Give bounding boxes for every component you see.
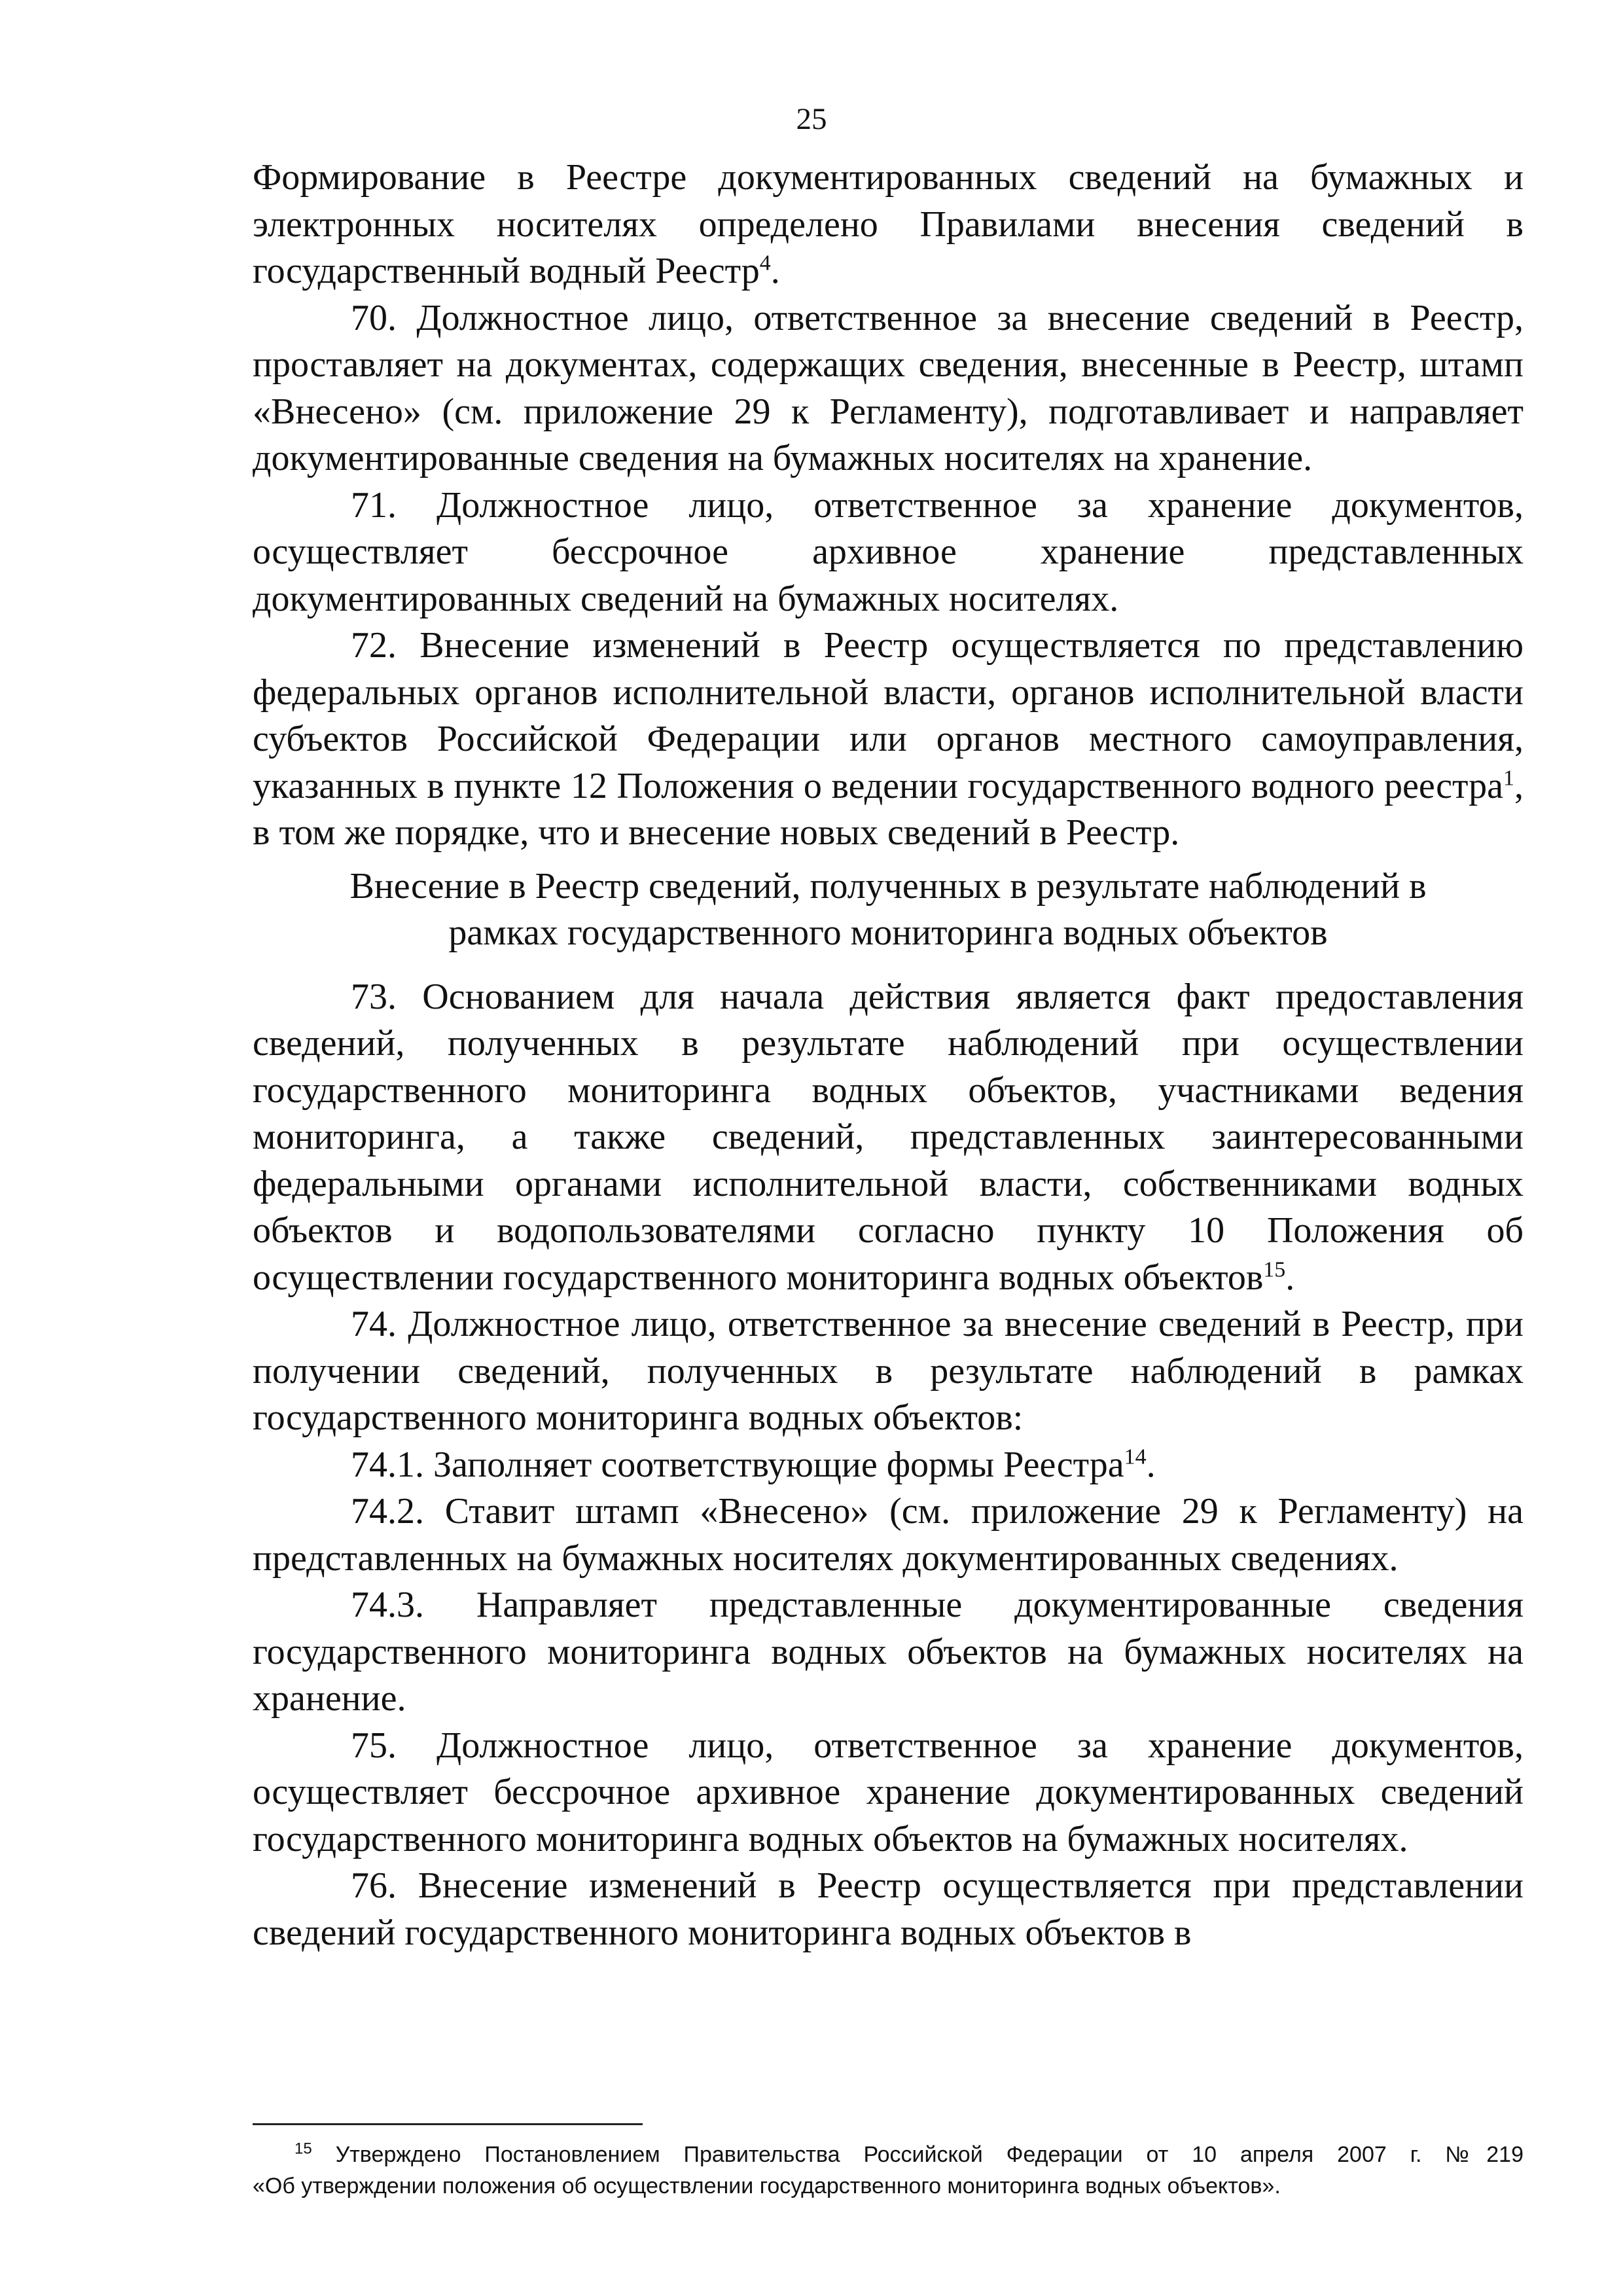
paragraph-intro: Формирование в Реестре документированных сведений на бумажных и электронных носителях определено Правилами внесения сведений в государственный водный Реестр$^4$. [253, 157, 1524, 291]
footnote-divider [253, 2123, 643, 2125]
footnote-ref: 1 [1503, 765, 1514, 790]
paragraph-73: 73. Основанием для начала действия является факт предоставления сведений, полученных в результате наблюдений при осуществлении государственного мониторинга водных объектов, участниками ведения мониторинга, а также сведений, представленных заинтересованными федеральными органами исполнительной власти, собственниками водных объектов и водопользователями согласно пункту 10 Положения об осуществлении государственного мониторинга водных объектов$^{15}$. [253, 976, 1524, 1298]
paragraph-70: 70. Должностное лицо, ответственное за внесение сведений в Реестр, проставляет на документах, содержащих сведения, внесенные в Реестр, штамп «Внесено» (см. приложение 29 к Регламенту), подготавливает и направляет документированные сведения на бумажных носителях на хранение. [253, 297, 1524, 478]
section-heading: Внесение в Реестр сведений, полученных в результате наблюдений в рамках государственного мониторинга водных объектов [349, 865, 1427, 953]
paragraph-74-1: 74.1. Заполняет соответствующие формы Реестра$^{14}$. [351, 1444, 1156, 1485]
paragraph-74: 74. Должностное лицо, ответственное за внесение сведений в Реестр, при получении сведений, полученных в результате наблюдений в рамках государственного мониторинга водных объектов: [253, 1304, 1524, 1438]
paragraph-76: 76. Внесение изменений в Реестр осуществляется при представлении сведений государственного мониторинга водных объектов в [253, 1865, 1524, 1953]
document-body [253, 154, 1524, 1956]
paragraph-74-3: 74.3. Направляет представленные документированные сведения государственного мониторинга водных объектов на бумажных носителях на хранение. [253, 1585, 1524, 1719]
footnote-ref: 15 [1263, 1257, 1286, 1282]
paragraph-71: 71. Должностное лицо, ответственное за хранение документов, осуществляет бессрочное архивное хранение представленных документированных сведений на бумажных носителях. [253, 484, 1524, 619]
footnote [253, 2139, 1524, 2202]
paragraph-75: 75. Должностное лицо, ответственное за хранение документов, осуществляет бессрочное архивное хранение документированных сведений государственного мониторинга водных объектов на бумажных носителях. [253, 1725, 1524, 1859]
footnote-line-2: «Об утверждении положения об осуществлении государственного мониторинга водных объектов». [253, 2174, 1281, 2198]
footnote-line-1: $^{15}$ Утверждено Постановлением Правительства Российской Федерации от 10 апреля 2007 г. №219 [294, 2140, 1524, 2167]
footnote-ref: 4 [759, 251, 771, 276]
paragraph-74-2: 74.2. Ставит штамп «Внесено» (см. приложение 29 к Регламенту) на представленных на бумажных носителях документированных сведениях. [253, 1491, 1524, 1579]
page-number: 25 [796, 102, 827, 136]
paragraph-72: 72. Внесение изменений в Реестр осуществляется по представлению федеральных органов исполнительной власти, органов исполнительной власти субъектов Российской Федерации или органов местного самоуправления, указанных в пункте 12 Положения о ведении государственного водного реестра$^1$, в том же порядке, что и внесение новых сведений в Реестр. [253, 625, 1524, 853]
footnote-ref: 14 [1124, 1444, 1147, 1469]
footnote-marker: 15 [294, 2140, 312, 2158]
